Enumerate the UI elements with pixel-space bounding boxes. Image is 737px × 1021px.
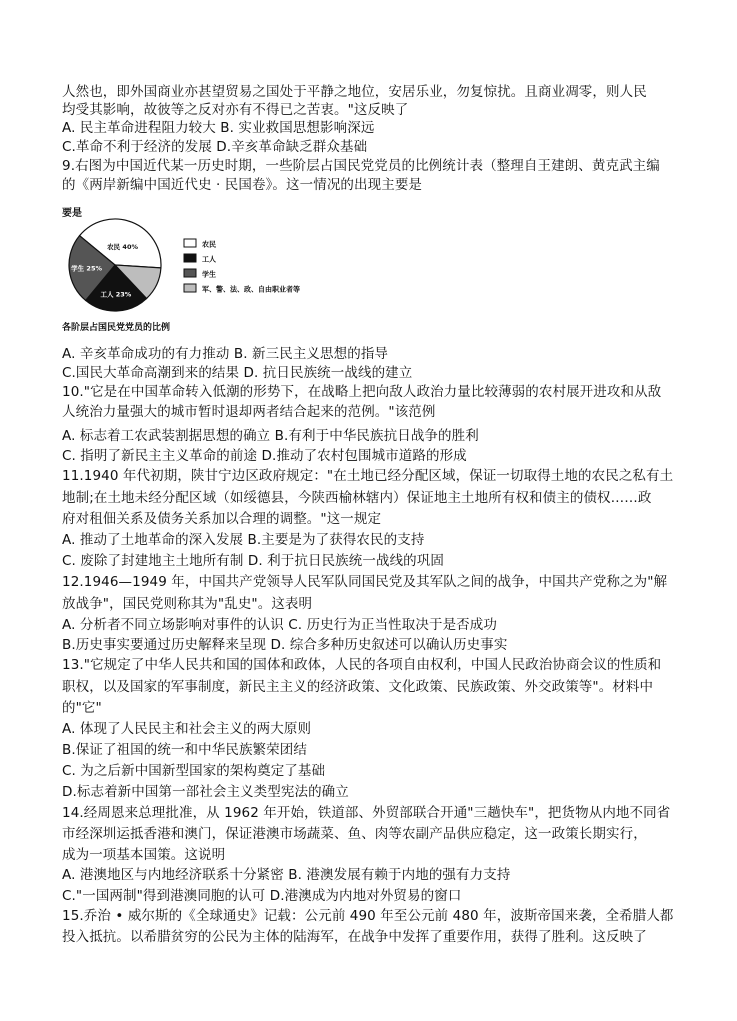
text-line: 投入抵抗。以希腊贫穷的公民为主体的陆海军，在战争中发挥了重要作用，获得了胜利。这反映了	[62, 929, 647, 945]
legend-label-1: 工人	[202, 255, 216, 264]
option-line: A. 辛亥革命成功的有力推动 B. 新三民主义思想的指导	[62, 346, 389, 362]
option-line: B.历史事实要通过历史解释来呈现 D. 综合多种历史叙述可以确认历史事实	[62, 637, 508, 653]
legend-label-0: 农民	[202, 240, 216, 249]
option-line: D.标志着新中国第一部社会主义类型宪法的确立	[62, 784, 349, 800]
option-line: A. 体现了人民民主和社会主义的两大原则	[62, 721, 312, 737]
party-member-pie-chart	[62, 205, 352, 337]
text-line: 市经深圳运抵香港和澳门，保证港澳市场蔬菜、鱼、肉等农副产品供应稳定，这一政策长期实行，	[62, 826, 647, 842]
option-line: C."一国两制"得到港澳同胞的认可 D.港澳成为内地对外贸易的窗口	[62, 888, 462, 904]
text-line: 放战争"，国民党则称其为"乱史"。这表明	[62, 596, 313, 612]
text-line: 均受其影响，故彼等之反对亦有不得已之苦衷。"这反映了	[62, 102, 409, 118]
text-line: 人统治力量强大的城市暂时退却两者结合起来的范例。"该范例	[62, 404, 436, 420]
legend-swatch-3	[184, 284, 196, 292]
question-10: 10."它是在中国革命转入低潮的形势下，在战略上把向敌人政治力量比较薄弱的农村展开进攻和从敌	[62, 384, 662, 400]
question-12: 12.1946—1949 年，中国共产党领导人民军队同国民党及其军队之间的战争，中国共产党称之为"解	[62, 574, 668, 590]
question-14: 14.经周恩来总理批准，从 1962 年开始，铁道部、外贸部联合开通"三趟快车"，把货物从内地不同省	[62, 805, 671, 821]
text-line: 府对租佃关系及债务关系加以合理的调整。"这一规定	[62, 511, 382, 527]
option-line: A. 分析者不同立场影响对事件的认识 C. 历史行为正当性取决于是否成功	[62, 617, 497, 633]
option-line: C.革命不利于经济的发展 D.辛亥革命缺乏群众基础	[62, 139, 368, 155]
option-line: C. 废除了封建地主土地所有制 D. 利于抗日民族统一战线的巩固	[62, 553, 444, 569]
question-13: 13."它规定了中华人民共和国的国体和政体，人民的各项自由权利，中国人民政治协商会议的性质和	[62, 657, 662, 673]
pie-slice-label-0: 农民 40%	[107, 242, 139, 251]
question-15: 15.乔治 • 威尔斯的《全球通史》记载：公元前 490 年至公元前 480 年，波斯帝国来袭，全希腊人都	[62, 908, 674, 924]
option-line: C.国民大革命高潮到来的结果 D. 抗日民族统一战线的建立	[62, 365, 413, 381]
option-line: A. 港澳地区与内地经济联系十分紧密 B. 港澳发展有赖于内地的强有力支持	[62, 867, 511, 883]
legend-label-2: 学生	[202, 270, 216, 279]
legend-swatch-2	[184, 269, 196, 277]
legend-label-3: 军、警、法、政、自由职业者等	[202, 285, 300, 294]
pie-slice-label-2: 学生 25%	[71, 264, 103, 273]
chart-title: 各阶层占国民党党员的比例	[62, 323, 171, 333]
legend-swatch-0	[184, 239, 196, 247]
text-line: 人然也，即外国商业亦甚望贸易之国处于平静之地位，安居乐业，勿复惊扰。且商业凋零，则人民	[62, 84, 647, 100]
text-line: 职权，以及国家的军事制度，新民主主义的经济政策、文化政策、民族政策、外交政策等"。材料中	[62, 679, 654, 695]
legend-swatch-1	[184, 254, 196, 262]
text-line: 的《两岸新编中国近代史 · 民国卷》。这一情况的出现主要是	[62, 177, 423, 193]
text-line: 成为一项基本国策。这说明	[62, 847, 226, 863]
text-line: 地制;在土地未经分配区域（如绥德县，今陕西榆林辖内）保证地主土地所有权和债主的债权……政	[62, 490, 652, 506]
chart-overflow-label: 要是	[62, 208, 82, 219]
option-line: C. 为之后新中国新型国家的架构奠定了基础	[62, 763, 326, 779]
option-line: A. 民主革命进程阻力较大 B. 实业救国思想影响深远	[62, 120, 375, 136]
pie-slice-label-1: 工人 23%	[100, 290, 132, 299]
option-line: B.保证了祖国的统一和中华民族繁荣团结	[62, 742, 307, 758]
option-line: A. 推动了土地革命的深入发展 B.主要是为了获得农民的支持	[62, 532, 425, 548]
question-11: 11.1940 年代初期，陕甘宁边区政府规定："在土地已经分配区域，保证一切取得土地的农民之私有土	[62, 468, 674, 484]
question-9: 9.右图为中国近代某一历史时期，一些阶层占国民党党员的比例统计表（整理自王建朗、黄克武主编	[62, 158, 660, 174]
option-line: C. 指明了新民主主义革命的前途 D.推动了农村包围城市道路的形成	[62, 448, 467, 464]
option-line: A. 标志着工农武装割据思想的确立 B.有利于中华民族抗日战争的胜利	[62, 428, 479, 444]
text-line: 的"它"	[62, 700, 102, 716]
